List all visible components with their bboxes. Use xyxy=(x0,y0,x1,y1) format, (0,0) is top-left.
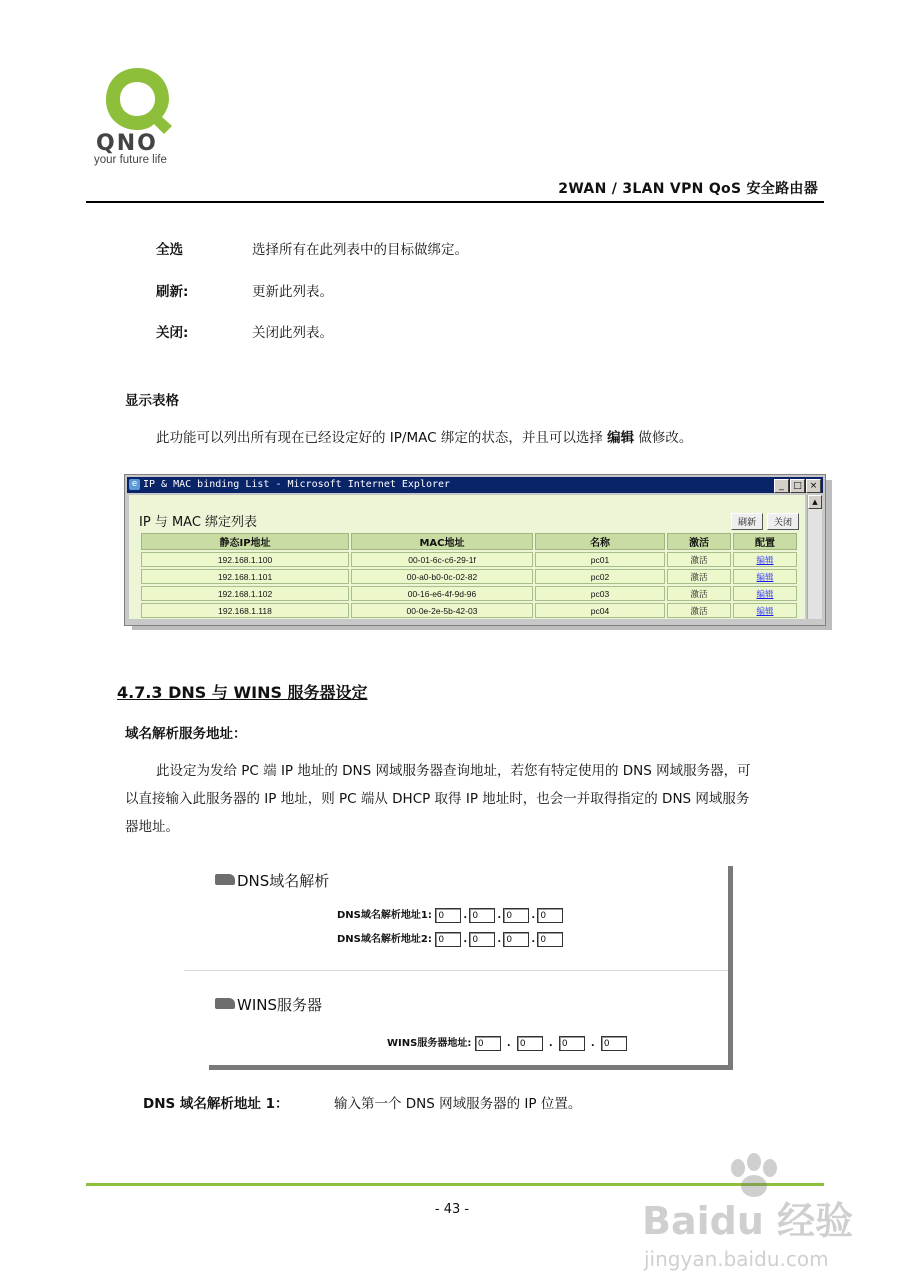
table-header-row xyxy=(141,533,797,550)
window-controls xyxy=(773,478,821,493)
field-desc-dns1: 输入第一个 DNS 网域服务器的 IP 位置。 xyxy=(334,1096,582,1112)
section-heading: 4.7.3 DNS 与 WINS 服务器设定 xyxy=(117,683,368,702)
edit-link[interactable]: 编辑 xyxy=(733,552,797,567)
document-title: 2WAN / 3LAN VPN QoS 安全路由器 xyxy=(558,181,818,197)
wins-row: WINS服务器地址: 0 . 0 . 0 . 0 xyxy=(387,1034,627,1051)
cell-name: pc03 xyxy=(535,586,665,601)
binding-table xyxy=(139,531,799,620)
cell-active: 激活 xyxy=(667,569,731,584)
watermark-url: jingyan.baidu.com xyxy=(644,1247,829,1271)
binding-list-title: IP 与 MAC 绑定列表 xyxy=(139,515,258,530)
display-table-label: 显示表格 xyxy=(125,393,179,409)
cell-mac: 00-a0-b0-0c-02-82 xyxy=(351,569,533,584)
dns2-octet-1[interactable]: 0 xyxy=(435,932,461,947)
maximize-icon[interactable]: □ xyxy=(790,479,805,493)
para-text: 做修改。 xyxy=(634,430,693,446)
desc-text: 关闭此列表。 xyxy=(252,325,333,341)
minimize-icon[interactable]: _ xyxy=(774,479,789,493)
desc-close xyxy=(156,321,333,341)
refresh-button[interactable]: 刷新 xyxy=(731,513,763,530)
wins-heading-text: WINS服务器 xyxy=(237,996,322,1014)
ie-titlebar xyxy=(127,477,823,493)
logo-wordmark: QNO xyxy=(96,131,158,156)
ie-icon: e xyxy=(129,479,140,490)
cell-ip: 192.168.1.102 xyxy=(141,586,349,601)
dns1-row: DNS域名解析地址1: 0 . 0 . 0 . 0 xyxy=(337,906,563,923)
display-table-paragraph xyxy=(156,424,692,452)
para-bold-edit: 编辑 xyxy=(607,430,635,446)
edit-link[interactable]: 编辑 xyxy=(733,586,797,601)
cell-mac: 00-0e-2e-5b-42-03 xyxy=(351,603,533,618)
close-button[interactable]: 关闭 xyxy=(767,513,799,530)
watermark-brand: Baidu 经验 xyxy=(642,1199,854,1243)
ie-window xyxy=(124,474,826,626)
dns2-octet-2[interactable]: 0 xyxy=(469,932,495,947)
cell-active: 激活 xyxy=(667,586,731,601)
list-actions xyxy=(727,510,799,530)
cell-mac: 00-16-e6-4f-9d-96 xyxy=(351,586,533,601)
edit-link[interactable]: 编辑 xyxy=(733,569,797,584)
term-refresh: 刷新: xyxy=(156,284,189,300)
col-mac: MAC地址 xyxy=(351,533,533,550)
dns-para-line3: 器地址。 xyxy=(125,819,179,835)
cell-name: pc02 xyxy=(535,569,665,584)
dns2-octet-4[interactable]: 0 xyxy=(537,932,563,947)
dns1-label: DNS域名解析地址1: xyxy=(337,910,432,921)
dns-para-line1: 此设定为发给 PC 端 IP 地址的 DNS 网域服务器查询地址，若您有特定使用的 DNS 网域服务器，可 xyxy=(156,763,751,779)
scroll-up-icon[interactable]: ▲ xyxy=(808,495,822,509)
cell-mac: 00-01-6c-c6-29-1f xyxy=(351,552,533,567)
ie-page-content xyxy=(129,495,805,619)
dns-sub-label: 域名解析服务地址： xyxy=(125,726,247,742)
table-row xyxy=(141,552,797,567)
para-text: 此功能可以列出所有现在已经设定好的 IP/MAC 绑定的状态，并且可以选择 xyxy=(156,430,608,446)
cell-name: pc04 xyxy=(535,603,665,618)
col-name: 名称 xyxy=(535,533,665,550)
cell-active: 激活 xyxy=(667,603,731,618)
wins-octet-3[interactable]: 0 xyxy=(559,1036,585,1051)
table-row xyxy=(141,586,797,601)
field-term-dns1: DNS 域名解析地址 1： xyxy=(143,1096,289,1112)
dns-heading xyxy=(215,870,329,891)
dns-wins-panel xyxy=(209,866,733,1070)
dns1-octet-4[interactable]: 0 xyxy=(537,908,563,923)
term-close: 关闭: xyxy=(156,325,189,341)
dns1-octet-1[interactable]: 0 xyxy=(435,908,461,923)
cell-ip: 192.168.1.100 xyxy=(141,552,349,567)
cell-name: pc01 xyxy=(535,552,665,567)
cell-ip: 192.168.1.101 xyxy=(141,569,349,584)
dns2-octet-3[interactable]: 0 xyxy=(503,932,529,947)
dns2-row: DNS域名解析地址2: 0 . 0 . 0 . 0 xyxy=(337,930,563,947)
vertical-scrollbar[interactable] xyxy=(807,495,822,619)
baidu-watermark xyxy=(640,1142,860,1272)
col-static-ip: 静态IP地址 xyxy=(141,533,349,550)
term-select-all: 全选 xyxy=(156,242,183,258)
dns-heading-text: DNS域名解析 xyxy=(237,872,330,890)
table-row xyxy=(141,603,797,618)
cell-active: 激活 xyxy=(667,552,731,567)
ie-window-title: IP & MAC binding List - Microsoft Internet Explorer xyxy=(143,479,451,490)
table-row xyxy=(141,569,797,584)
desc-text: 更新此列表。 xyxy=(252,284,333,300)
section-bullet-icon xyxy=(215,998,235,1009)
desc-refresh xyxy=(156,280,333,300)
wins-octet-4[interactable]: 0 xyxy=(601,1036,627,1051)
col-active: 激活 xyxy=(667,533,731,550)
section-bullet-icon xyxy=(215,874,235,885)
wins-octet-2[interactable]: 0 xyxy=(517,1036,543,1051)
close-icon[interactable]: × xyxy=(806,479,821,493)
wins-label: WINS服务器地址: xyxy=(387,1038,472,1049)
dns2-label: DNS域名解析地址2: xyxy=(337,934,432,945)
panel-divider xyxy=(184,970,728,971)
wins-octet-1[interactable]: 0 xyxy=(475,1036,501,1051)
cell-ip: 192.168.1.118 xyxy=(141,603,349,618)
desc-text: 选择所有在此列表中的目标做绑定。 xyxy=(252,242,468,258)
dns1-octet-2[interactable]: 0 xyxy=(469,908,495,923)
wins-heading xyxy=(215,994,322,1015)
logo-tagline: your future life xyxy=(94,154,167,166)
header-divider xyxy=(86,201,824,203)
dns1-octet-3[interactable]: 0 xyxy=(503,908,529,923)
col-config: 配置 xyxy=(733,533,797,550)
dns-para-line2: 以直接输入此服务器的 IP 地址，则 PC 端从 DHCP 取得 IP 地址时，也会一并取得指定的 DNS 网域服务 xyxy=(125,791,750,807)
desc-select-all xyxy=(156,238,468,258)
edit-link[interactable]: 编辑 xyxy=(733,603,797,618)
page-number: - 43 - xyxy=(434,1202,470,1217)
